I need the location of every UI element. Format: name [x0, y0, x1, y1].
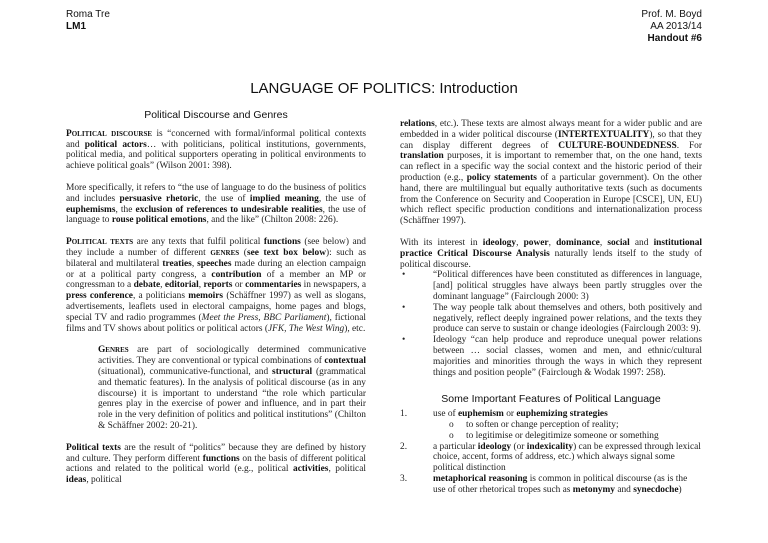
emphasized-term: Critical Discourse Analysis	[437, 248, 550, 259]
paragraph-political-texts	[66, 237, 366, 334]
text-run: , the use of	[318, 193, 367, 204]
text-run: ,	[548, 237, 557, 248]
course-info	[66, 9, 110, 33]
text-run: purposes, it is important to remember that, on the one hand, texts can reflect in a specific way the social context and the historic period of their production (e.g.,	[400, 151, 702, 183]
emphasized-term: implied meaning	[249, 193, 319, 204]
emphasized-term: commentaries	[245, 280, 302, 291]
text-run: is common in political discourse (as is the use of other rhetorical tropes such as	[433, 473, 688, 495]
paragraph-continuation	[400, 119, 702, 227]
text-run: , political	[328, 464, 366, 475]
text-run: ,	[198, 280, 204, 291]
emphasized-term: policy statements	[466, 172, 537, 183]
text-run: ,	[160, 280, 165, 291]
paragraph-political-discourse	[66, 129, 366, 172]
text-run: ), fictional films and TV shows about politics or political actors (	[66, 312, 366, 334]
emphasized-term: Political texts	[66, 237, 134, 248]
emphasized-term: contribution	[211, 269, 262, 280]
feature-text	[433, 442, 701, 474]
section-heading-discourse: Political Discourse and Genres	[144, 109, 288, 121]
emphasized-term: power	[523, 237, 549, 248]
text-run: (see below) and they include a number of different	[66, 237, 366, 258]
text-run: ) can be expressed through lexical choice, accent, forms of address, etc.) which always signal some political distinction	[433, 441, 701, 474]
emphasized-term: metaphorical reasoning	[433, 473, 528, 484]
emphasized-term: editorial	[164, 280, 199, 291]
text-run: . For	[676, 140, 702, 151]
list-item: • The way people talk about themselves and others, both positively and negatively, reflect deeply ingrained power relations, and the texts they produce can serve to sustain or change ideologies (Fairclough 2003: 9).	[400, 303, 702, 335]
text-run: … with politicians, political institutions, governments, political media, and political supporters operating in political environments to achieve political goals” (Wilson 2001: 398).	[66, 139, 367, 172]
emphasized-term: ideology	[477, 441, 512, 452]
emphasized-term: press conference	[66, 291, 133, 302]
feature-text	[433, 409, 608, 419]
text-run: (Schäffner 1997) as well as slogans, advertisements, leaflets used in electoral campaigns, home pages and blogs, special TV and radio programmes (	[66, 291, 366, 323]
paragraph-cda	[400, 238, 702, 270]
professor-name: Prof. M. Boyd	[641, 9, 702, 20]
sub-list-item	[433, 431, 702, 442]
emphasized-term: euphemisms	[66, 204, 116, 215]
item-number: 1.	[400, 409, 408, 420]
italic-text: JFK, The West Wing	[267, 323, 345, 334]
section-heading-features: Some Important Features of Political Language	[441, 393, 661, 406]
features-list	[400, 409, 702, 495]
left-column	[66, 110, 366, 497]
emphasized-term: Political discourse	[66, 128, 153, 139]
emphasized-term: rouse political emotions	[111, 215, 207, 226]
text-run: and	[614, 484, 634, 495]
sub-list	[433, 420, 702, 442]
text-run: a particular	[433, 441, 478, 452]
emphasized-term: metonymy	[572, 484, 615, 495]
emphasized-term: contextual	[324, 356, 366, 367]
text-run: on the basis of different political actions and related to the political world (e.g., political	[66, 453, 366, 475]
emphasized-term: translation	[400, 151, 444, 162]
list-item: • “Political differences have been constituted as differences in language, [and] political struggles have always been partly struggles over the dominant language” (Fairclough 2000: 3)	[400, 270, 702, 302]
text-run: More specifically, it refers to “the use of language to do the business of politics and includes	[66, 182, 366, 204]
genres-text-box	[98, 345, 366, 431]
feature-item	[400, 442, 702, 474]
emphasized-term: genres	[210, 247, 240, 258]
feature-item	[400, 409, 702, 441]
text-run: ,	[191, 258, 198, 269]
sub-item-text: to soften or change perception of reality;	[466, 419, 619, 430]
emphasized-term: functions	[263, 237, 301, 248]
text-run: or	[232, 280, 246, 291]
text-run: ), etc.	[344, 323, 366, 334]
emphasized-term: CULTURE-BOUNDEDNESS	[558, 140, 677, 151]
text-run: , and the like” (Chilton 2008: 226).	[206, 215, 339, 226]
emphasized-term: activities	[293, 464, 329, 475]
text-run: use of	[433, 409, 458, 420]
emphasized-term: functions	[202, 453, 240, 464]
paragraph-specifically	[66, 183, 366, 226]
text-run: of a particular government). On the other hand, there are multilingual but equally authoritative texts (such as documents from the Conference on Security and Cooperation in Europe [CSCE], UN, EU) which reflect specific production conditions and internationalization process (Schäffner 1997).	[400, 172, 702, 227]
emphasized-term: structural	[272, 366, 313, 377]
text-run: , the use of	[198, 193, 250, 204]
emphasized-term: see text box below	[246, 247, 326, 258]
item-number: 2.	[400, 441, 408, 452]
text-run: ,	[599, 237, 608, 248]
text-run: or	[503, 409, 517, 420]
text-run: , the use of language to	[66, 204, 366, 226]
feature-text	[433, 474, 687, 495]
paragraph-political-texts-result	[66, 443, 366, 486]
text-run: (or	[511, 441, 527, 452]
emphasized-term: treaties	[162, 258, 192, 269]
text-run: is “concerned with formal/informal political contexts and	[66, 128, 366, 150]
emphasized-term: ideology	[482, 237, 517, 248]
text-run: (	[239, 247, 247, 258]
text-run: , political	[86, 475, 122, 486]
cda-bullet-list	[400, 270, 702, 378]
text-run: and	[629, 237, 654, 248]
academic-year: AA 2013/14	[650, 21, 702, 32]
emphasized-term: euphemizing strategies	[516, 409, 608, 420]
emphasized-term: Political texts	[66, 442, 121, 453]
handout-number: Handout #6	[647, 33, 702, 44]
text-run: made during an election campaign or at a political party congress, a	[66, 258, 366, 280]
emphasized-term: memoirs	[188, 291, 224, 302]
handout-info	[641, 9, 702, 45]
emphasized-term: speeches	[197, 258, 232, 269]
emphasized-term: persuasive rhetoric	[119, 193, 199, 204]
circle-bullet-icon: o	[449, 430, 454, 441]
text-run: ): such as bilateral and multilateral	[66, 247, 367, 269]
text-run: in newspapers, a	[301, 280, 366, 291]
text-run: ,	[516, 237, 524, 248]
text-run: , the	[115, 204, 136, 215]
emphasized-term: exclusion of references to undesirable realities	[135, 204, 323, 215]
text-run: of a member an MP or congressman to a	[66, 269, 367, 291]
text-run: , etc.). These texts are almost always meant for a wider public and are embedded in a wider political discourse (	[400, 119, 702, 140]
text-run: are part of sociologically determined communicative activities. They are conventional or typical combinations of	[98, 345, 366, 367]
emphasized-term: euphemism	[458, 409, 504, 420]
text-run: , a politicians	[132, 291, 189, 302]
emphasized-term: dominance	[556, 237, 600, 248]
emphasized-term: reports	[203, 280, 233, 291]
emphasized-term: political actors	[84, 139, 147, 150]
course-code: LM1	[66, 21, 86, 32]
text-run: )	[678, 484, 682, 495]
right-column	[400, 119, 702, 496]
page-title: LANGUAGE OF POLITICS: Introduction	[250, 80, 518, 97]
text-run: ), so that they can display different degrees of	[400, 129, 702, 151]
text-run: are the result of “politics” because they are defined by history and culture. They perform different	[66, 442, 367, 464]
university-name: Roma Tre	[66, 9, 110, 20]
text-run: (situational), communicative-functional, and	[98, 366, 273, 377]
emphasized-term: Genres	[98, 345, 129, 356]
text-run: naturally lends itself to the study of political discourse.	[400, 248, 703, 270]
text-run: are any texts that fulfil political	[133, 237, 264, 248]
emphasized-term: social	[607, 237, 630, 248]
feature-item	[400, 474, 702, 496]
emphasized-term: indexicality	[526, 441, 574, 452]
emphasized-term: INTERTEXTUALITY	[557, 129, 650, 140]
item-number: 3.	[400, 473, 408, 484]
italic-text: Meet the Press, BBC Parliament	[201, 312, 327, 323]
emphasized-term: institutional practice	[400, 237, 703, 259]
sub-item-text: to legitimise or delegitimize someone or something	[466, 430, 659, 441]
emphasized-term: ideas	[66, 475, 87, 486]
sub-list-item	[433, 420, 702, 431]
text-run: With its interest in	[400, 237, 483, 248]
text-run: (grammatical and thematic features). In the analysis of political discourse (as in any discourse) it is important to understand “the role which particular genres play in the exercise of power and influence, and in part their role in the very definition of politics and political institutions” (Chilton & Schäffner 2002: 20-21).	[98, 366, 366, 431]
emphasized-term: debate	[133, 280, 161, 291]
emphasized-term: relations	[400, 119, 435, 129]
circle-bullet-icon: o	[449, 419, 454, 430]
list-item: • Ideology “can help produce and reproduce unequal power relations between … social classes, women and men, and ethnic/cultural majorities and minorities through the ways in which they represent things and position people” (Fairclough & Wodak 1997: 258).	[400, 335, 702, 378]
emphasized-term: synecdoche	[633, 484, 679, 495]
